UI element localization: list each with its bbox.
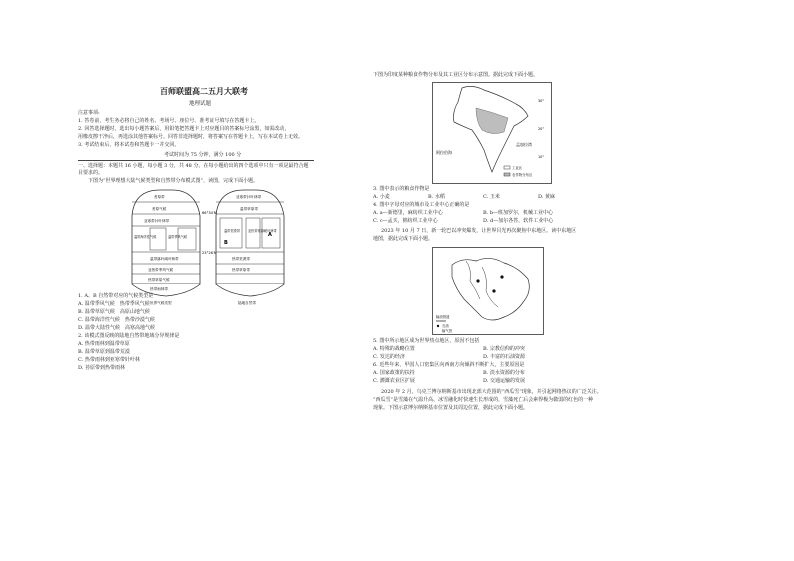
right-intro: 下图为印度某种粮食作物分布及其工业区分布示意图。据此完成下面小题。 xyxy=(373,72,539,78)
option[interactable]: A. a—新德里，麻纺织工业中心 xyxy=(373,210,443,216)
cell-label: 温带落叶阔叶林带 xyxy=(150,257,179,261)
question-stem: 3. 图中表示的粮食作物是 xyxy=(373,186,430,192)
cell-label: 苔原气候 xyxy=(152,207,167,211)
sea-label: 阿拉伯海 xyxy=(436,150,452,155)
option[interactable]: C. c—孟买，棉纺织工业中心 xyxy=(373,218,438,224)
cell-label: 亚寒带针叶林带 xyxy=(144,219,170,223)
exam-info: 考试时间为 75 分钟，满分 100 分 xyxy=(164,152,242,158)
option[interactable]: A. 小麦 xyxy=(373,194,390,200)
page-subtitle: 地理试题 xyxy=(189,101,212,107)
option[interactable]: C. 热带雨林到亚寒带针叶林 xyxy=(78,357,140,363)
letter-a: A xyxy=(268,232,272,238)
option[interactable]: B. 温带草原气候 高原山地气候 xyxy=(78,309,150,315)
cell-label: 亚热带常绿硬叶林带 xyxy=(248,229,277,233)
option[interactable]: C. 发达的经济 xyxy=(373,354,405,360)
passage-2: 地图，据此完成下面小题。 xyxy=(373,236,434,242)
passage: 下图为“世界理想大陆气候类型和自然带分布模式图”，读图，完成下面小题。 xyxy=(88,178,259,184)
option[interactable]: A. 国家政策的扶持 xyxy=(373,370,415,376)
cell-label: 热带荒漠带 xyxy=(232,257,250,261)
cell-label: 温带荒漠带 xyxy=(224,229,240,233)
option[interactable]: B. 水稻 xyxy=(428,194,445,200)
lat-label: 10° xyxy=(538,155,545,159)
caption-right: 陆地自然带 xyxy=(238,301,256,305)
option[interactable]: C. 玉米 xyxy=(483,194,500,200)
note-line: 1. 答卷前，考生务必将自己的姓名、考场号、座位号、准考证号填写在答题卡上。 xyxy=(78,118,260,124)
mideast-map xyxy=(432,247,544,335)
cell-label: 亚寒带针叶林带 xyxy=(236,195,262,199)
passage-3: “西瓜雪”是雪藻在气温升高、冰雪融化时快速生长形成的，雪藻死亡后会素得极为微弱的红色的一种 xyxy=(373,397,594,403)
oil-marker xyxy=(492,289,495,292)
legend-crop-swatch xyxy=(504,173,510,176)
option[interactable]: A. 热带雨林到温带草原 xyxy=(78,341,130,347)
option[interactable]: A. 特殊的战略位置 xyxy=(373,346,415,352)
option[interactable]: D. 苔原带到热带雨林 xyxy=(78,365,126,371)
climate-zone-figure xyxy=(120,188,296,305)
passage-2: 2023 年 10 月 7 日，新一轮巴以冲突爆发，让世界目光再次聚焦中东地区。读中东地区 xyxy=(381,228,577,234)
lat-label: 23°26′N xyxy=(202,251,217,255)
oil-marker xyxy=(500,275,503,278)
caption-left: 世界气候类型 xyxy=(150,301,172,305)
notes-heading: 注意事项: xyxy=(78,110,100,116)
question-stem: 4. 图中字母对应的城市及工业中心正确的是 xyxy=(373,202,470,208)
option[interactable]: B. 淡水资源的分布 xyxy=(483,370,525,376)
section-intro: 目要求的。 xyxy=(78,170,104,176)
option[interactable]: D. 黄麻 xyxy=(538,194,556,200)
question-stem: 6. 近些年来，甲国人口密集区向西南方向倾斜不断扩大，主要原因是 xyxy=(373,362,525,368)
cell-label: 亚热带季风气候 xyxy=(148,268,174,272)
letter-b: B xyxy=(224,240,228,246)
note-line: 用橡皮擦干净后，再选涂其他答案标号。回答非选择题时，将答案写在答题卡上，写在本试卷上无效。 xyxy=(78,134,304,140)
question-stem: 5. 图中所示地区成为世界热点地区，原因不包括 xyxy=(373,338,480,344)
question-stem: 1. A、B 自然带对应的气候类型是 xyxy=(78,293,154,299)
lat-label: 30° xyxy=(538,99,545,103)
option[interactable]: C. 灌溉农业区扩展 xyxy=(373,378,415,384)
legend-label: 输气管 xyxy=(442,329,453,333)
option[interactable]: B. 宗教信仰的冲突 xyxy=(483,346,525,352)
legend-label: 输油管道 xyxy=(436,315,450,319)
section-intro: 一、选择题：本题共 16 小题，每小题 3 分，共 48 分。在每小题给出的四个选项中只有一项是最符合题 xyxy=(78,163,309,169)
india-map xyxy=(432,82,552,184)
lat-label: 66°34′N xyxy=(202,211,217,215)
passage-3: 现象。下图示意博尔纳斯基市位置及其周边位置，据此完成下面小题。 xyxy=(373,405,529,411)
legend-label: 农作物分布区 xyxy=(512,173,533,177)
cell-label: 温带草原带 xyxy=(240,207,258,211)
option[interactable]: D. 交通运输的发展 xyxy=(483,378,526,384)
question-stem: 2. 该模式图反映的陆地自然带地域分异规律是 xyxy=(78,333,180,339)
page-title: 百师联盟高二五月大联考 xyxy=(160,86,248,96)
option[interactable]: A. 温带季风气候 热带季风气候 xyxy=(78,301,150,307)
passage-3: 2020 年 2 月，乌克兰博尔纳斯基市出现北部大范围的“西瓜雪”现象，并引起网络热议的广泛关注。 xyxy=(381,389,602,395)
cell-label: 苔原带 xyxy=(154,195,165,199)
legend-label: 工业区 xyxy=(512,166,523,170)
option[interactable]: D. 丰富的石油资源 xyxy=(483,354,526,360)
legend-oil-swatch xyxy=(437,325,439,327)
cell-label: 热带雨林带 xyxy=(150,287,168,291)
option[interactable]: D. d—加尔各答，软件工业中心 xyxy=(483,218,554,224)
lat-label: 20° xyxy=(538,127,545,131)
option[interactable]: C. 温带海洋性气候 热带沙漠气候 xyxy=(78,317,155,323)
sea-label: 孟加拉湾 xyxy=(516,142,532,147)
option[interactable]: D. 温带大陆性气候 高寒高地气候 xyxy=(78,325,156,331)
option[interactable]: B. 温带草原到温带荒漠 xyxy=(78,349,130,355)
option[interactable]: B. b—班加罗尔，机械工业中心 xyxy=(483,210,554,216)
legend-label: 石油 xyxy=(442,324,449,328)
cell-label: 温带海洋性气候 xyxy=(134,235,157,239)
divider xyxy=(78,160,314,161)
cell-label: 热带草原带 xyxy=(232,268,250,272)
note-line: 2. 回答选择题时，选出每小题答案后，用铅笔把答题卡上对应题目的答案标号涂黑，如需改动， xyxy=(78,126,290,132)
cell-label: 温带季风气候 xyxy=(168,235,188,239)
legend-industry-swatch xyxy=(504,166,510,169)
note-line: 3. 考试结束后，将本试卷和答题卡一并交回。 xyxy=(78,142,180,148)
oil-marker xyxy=(476,279,479,282)
cell-label: 热带草原气候 xyxy=(148,278,170,282)
